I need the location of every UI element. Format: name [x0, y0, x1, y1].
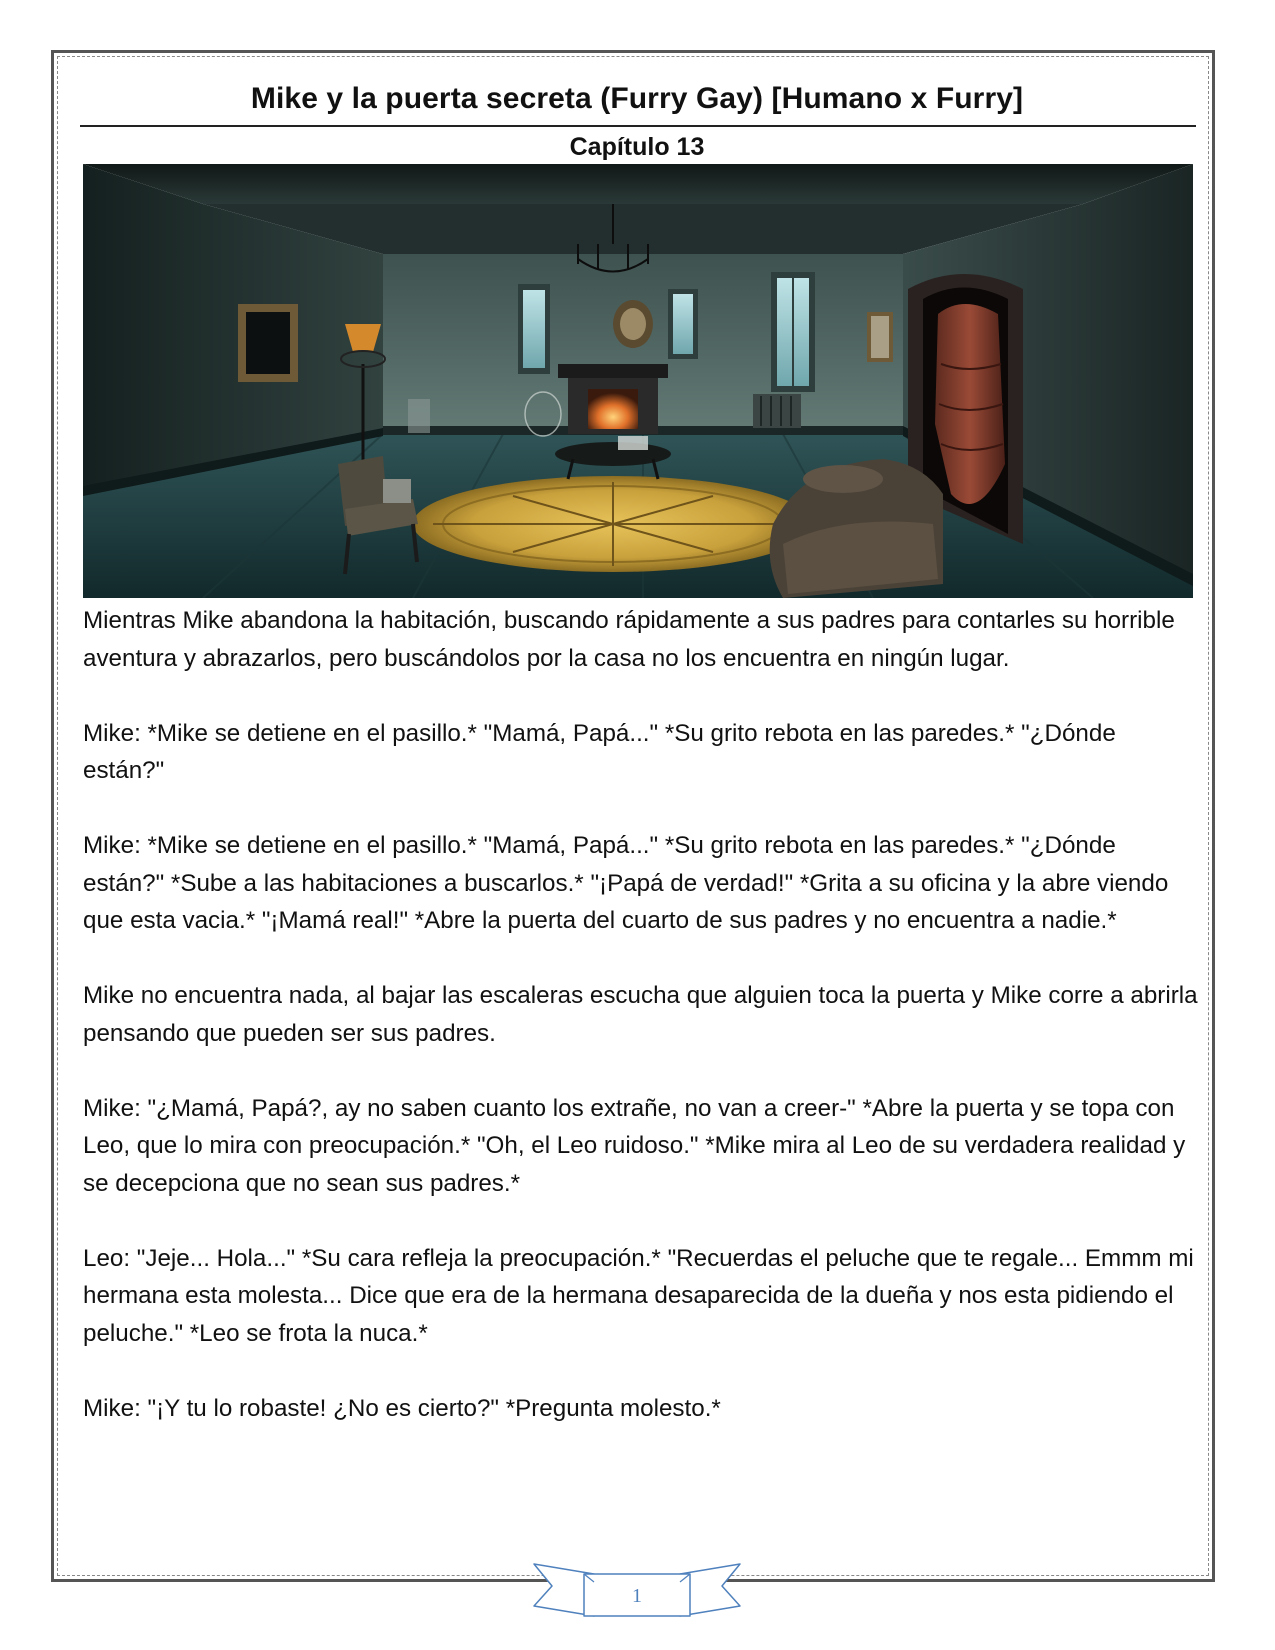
paragraph: Mike: "¿Mamá, Papá?, ay no saben cuanto los extrañe, no van a creer-" *Abre la puerta y se topa con Leo, que lo mira con preocupación.* "Oh, el Leo ruidoso." *Mike mira al Leo de su verdadera realidad y se decepciona que no sean sus padres.* [83, 1094, 1186, 1197]
page-number: 1 [632, 1585, 642, 1607]
title-underline [80, 125, 1196, 127]
paragraph: Mientras Mike abandona la habitación, buscando rápidamente a sus padres para contarles su horrible aventura y abrazarlos, pero buscándolos por la casa no los encuentra en ningún lugar. [83, 607, 1175, 672]
paragraph: Mike no encuentra nada, al bajar las escaleras escucha que alguien toca la puerta y Mike corre a abrirla pensando que pueden ser sus padres. [83, 982, 1198, 1047]
chapter-heading: Capítulo 13 [569, 133, 705, 161]
paragraph: Leo: "Jeje... Hola..." *Su cara refleja la preocupación.* "Recuerdas el peluche que te regale... Emmm mi hermana esta molesta... Dice que era de la hermana desaparecida de la dueña y nos esta pidiendo el peluche." *Leo se frota la nuca.* [83, 1244, 1194, 1347]
story-text [83, 602, 1198, 1465]
paragraph: Mike: *Mike se detiene en el pasillo.* "Mamá, Papá..." *Su grito rebota en las paredes.* "¿Dónde están?" [83, 719, 1116, 784]
paragraph: Mike: "¡Y tu lo robaste! ¿No es cierto?" *Pregunta molesto.* [83, 1394, 721, 1422]
haunted-room-image [83, 164, 1193, 598]
paragraph: Mike: *Mike se detiene en el pasillo.* "Mamá, Papá..." *Su grito rebota en las paredes.* "¿Dónde están?" *Sube a las habitaciones a buscarlos.* "¡Papá de verdad!" *Grita a su oficina y la abre viendo que esta vacia.* "¡Mamá real!" *Abre la puerta del cuarto de sus padres y no encuentra a nadie.* [83, 832, 1169, 934]
document-title: Mike y la puerta secreta (Furry Gay) [Humano x Furry] [250, 82, 1024, 115]
